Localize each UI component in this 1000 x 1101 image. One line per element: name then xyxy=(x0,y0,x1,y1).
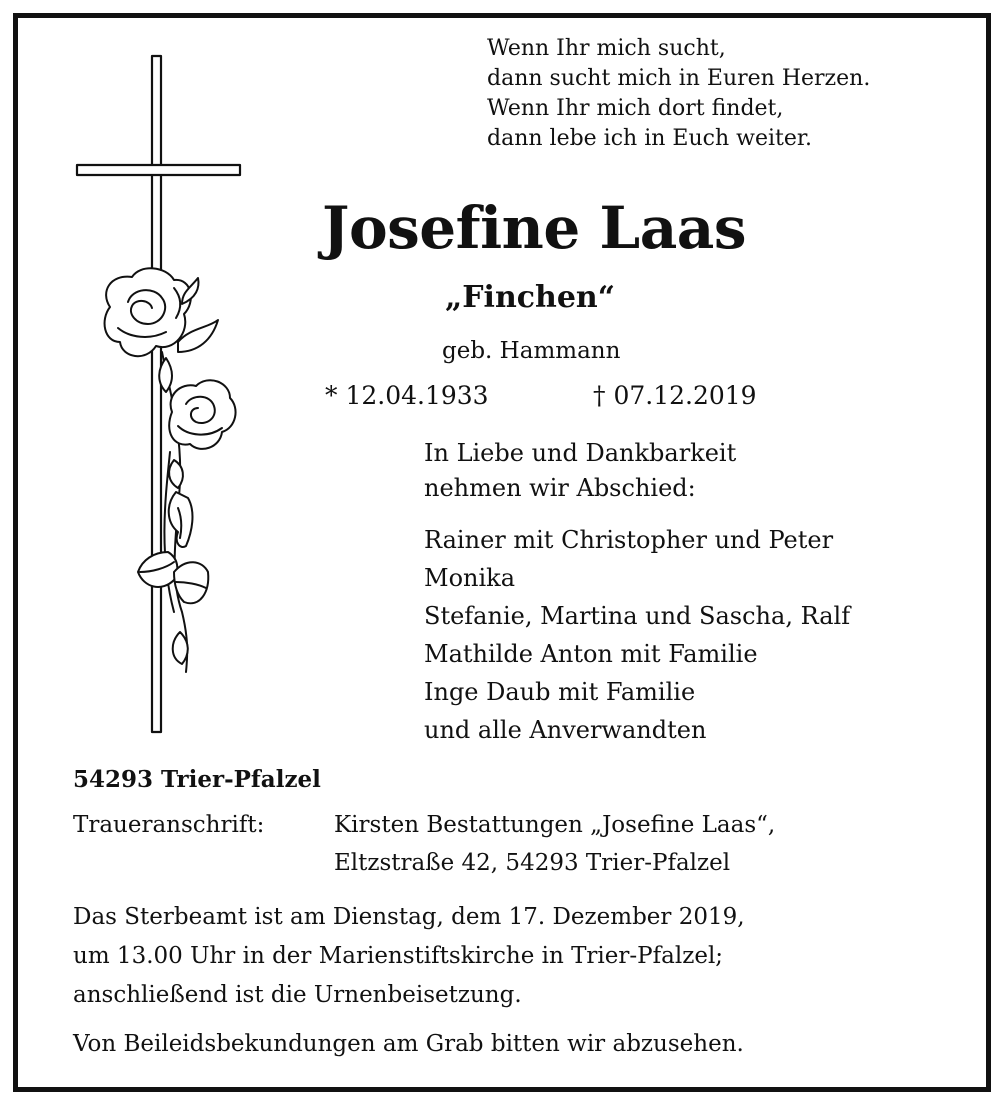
mourner-list-item: Mathilde Anton mit Familie xyxy=(424,640,758,668)
mourner-list-item: Inge Daub mit Familie xyxy=(424,678,696,706)
farewell-intro-line: In Liebe und Dankbarkeit xyxy=(424,439,737,467)
service-line: Das Sterbeamt ist am Dienstag, dem 17. Dezember 2019, xyxy=(73,904,745,930)
mourning-address-label: Traueranschrift: xyxy=(73,812,265,838)
mourner-list-item: Rainer mit Christopher und Peter xyxy=(424,526,834,554)
farewell-intro-line: nehmen wir Abschied: xyxy=(424,474,696,502)
cross-with-roses-icon xyxy=(70,52,250,742)
mourning-address-line: Eltzstraße 42, 54293 Trier-Pfalzel xyxy=(334,850,731,876)
deceased-name: Josefine Laas xyxy=(322,194,747,262)
death-date: † 07.12.2019 xyxy=(593,381,757,410)
mourners-block xyxy=(424,436,964,749)
birth-date: * 12.04.1933 xyxy=(325,381,489,410)
mourner-list-item: Monika xyxy=(424,564,516,592)
poem-line: dann lebe ich in Euch weiter. xyxy=(487,126,812,151)
poem xyxy=(487,34,957,154)
service-line: um 13.00 Uhr in der Marienstiftskirche in Trier-Pfalzel; xyxy=(73,943,724,969)
maiden-name: geb. Hammann xyxy=(442,338,621,364)
closing-note: Von Beileidsbekundungen am Grab bitten wir abzusehen. xyxy=(73,1031,744,1057)
poem-line: Wenn Ihr mich sucht, xyxy=(487,36,726,61)
mourner-list-item: und alle Anverwandten xyxy=(424,716,707,744)
poem-line: dann sucht mich in Euren Herzen. xyxy=(487,66,871,91)
mourner-list-item: Stefanie, Martina und Sascha, Ralf xyxy=(424,602,851,630)
poem-line: Wenn Ihr mich dort findet, xyxy=(487,96,784,121)
mourning-address-line: Kirsten Bestattungen „Josefine Laas“, xyxy=(334,812,776,838)
service-line: anschließend ist die Urnenbeisetzung. xyxy=(73,982,522,1008)
farewell-intro xyxy=(424,436,964,506)
funeral-service-info xyxy=(73,898,953,1015)
place-of-residence: 54293 Trier-Pfalzel xyxy=(73,766,321,793)
mourner-list xyxy=(424,521,964,749)
deceased-nickname: „Finchen“ xyxy=(445,280,615,315)
